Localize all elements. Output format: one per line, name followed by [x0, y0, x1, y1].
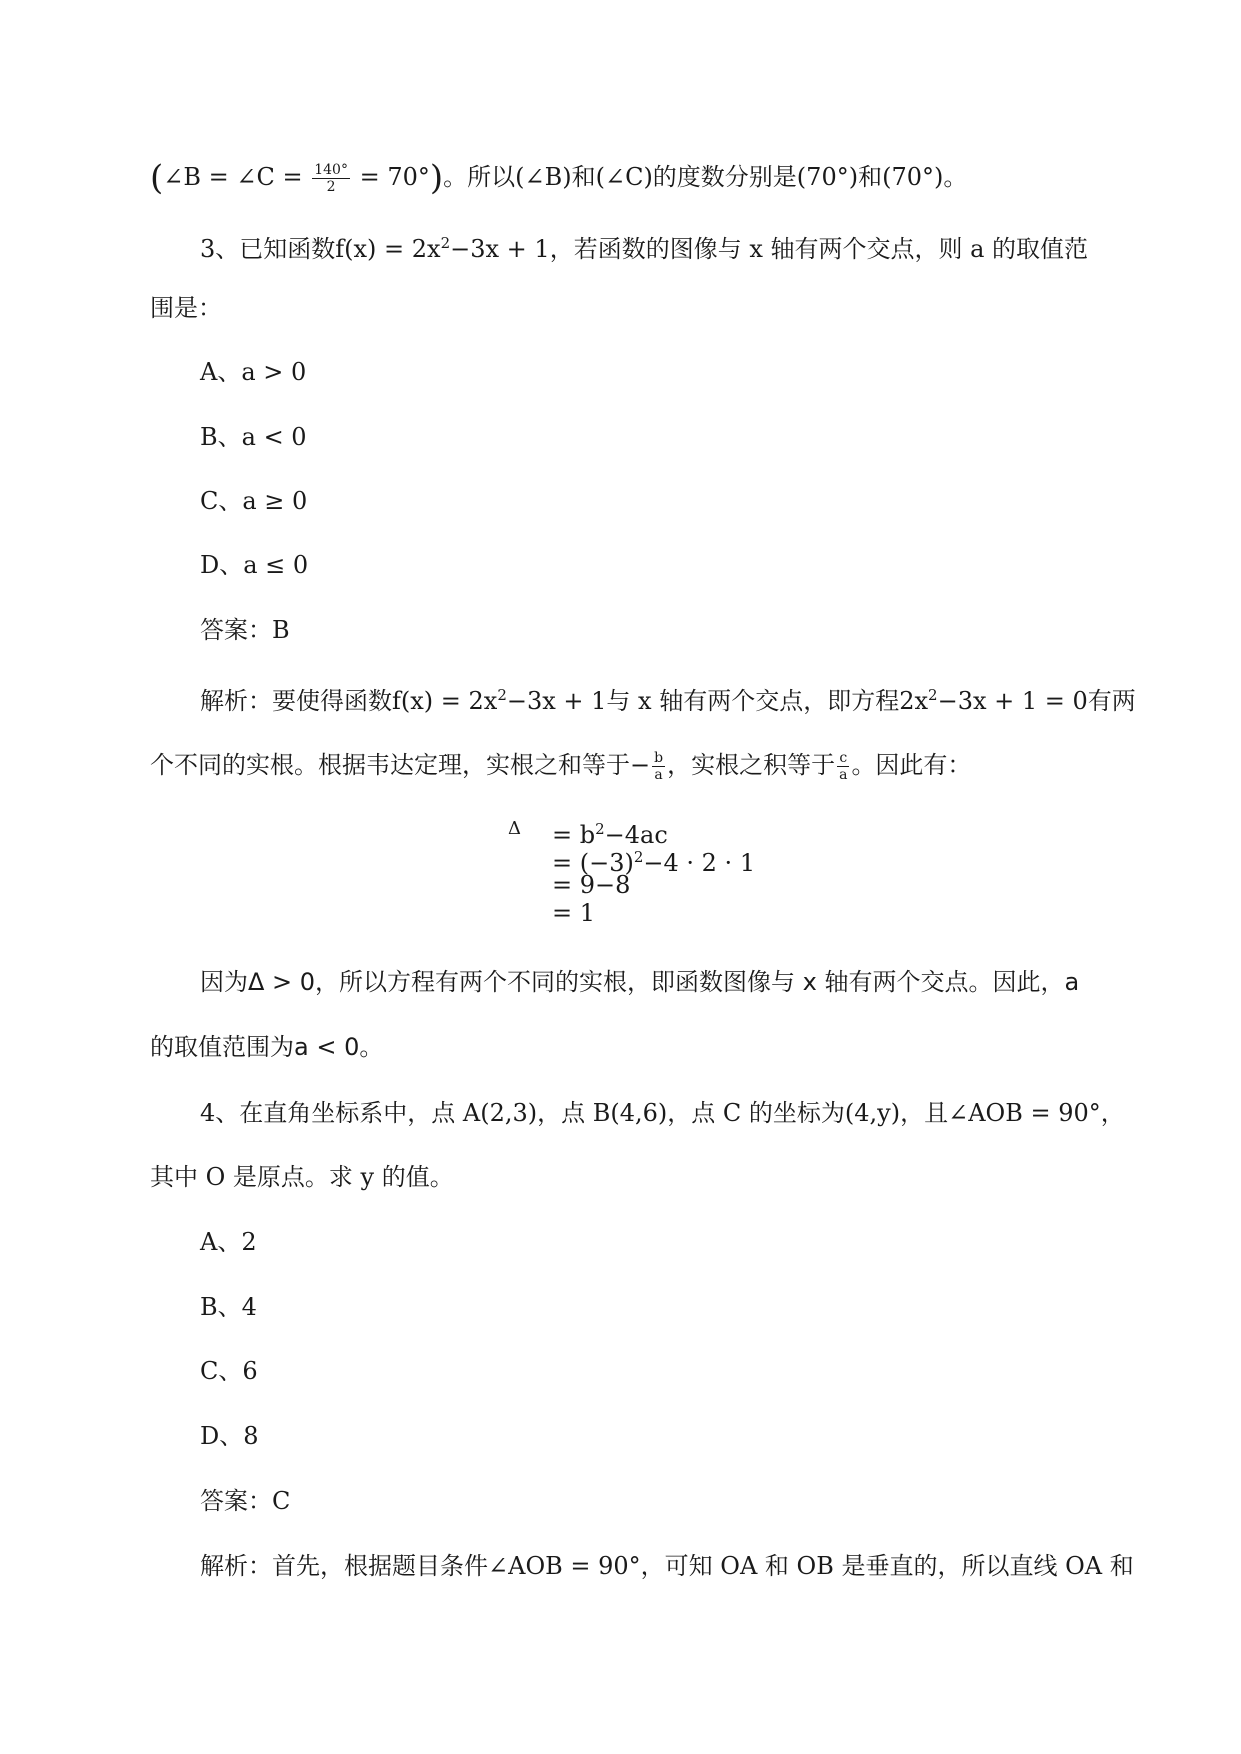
q3-analysis-part: −3x + 1 = 0有两: [937, 687, 1136, 715]
q3-analysis-part: 。因此有：: [851, 751, 972, 779]
q3-option-b: B、a < 0: [200, 423, 307, 451]
q4-option-a: A、2: [200, 1228, 257, 1256]
angle-summary: 。所以(∠B)和(∠C)的度数分别是(70°)和(70°)。: [443, 163, 968, 191]
delta-row-part: −4ac: [604, 821, 668, 849]
q3-analysis-part: −3x + 1与 x 轴有两个交点，即方程2x: [506, 687, 929, 715]
delta-row-part: −4 · 2 · 1: [643, 849, 756, 877]
q3-option-c: C、a ≥ 0: [200, 487, 308, 515]
q4-option-c: C、6: [200, 1357, 258, 1385]
fraction-c-over-a: [837, 750, 849, 783]
q3-stem-part: 3、已知函数f(x) = 2x: [200, 235, 441, 263]
line-angle-result: [150, 158, 1241, 198]
fraction-140-over-2: [312, 162, 350, 195]
frac-numerator: b: [654, 750, 664, 766]
delta-row-part: = b: [552, 821, 596, 849]
q3-analysis: [200, 678, 1241, 718]
delta-row-sup: 2: [633, 848, 644, 866]
frac-denominator: a: [839, 767, 848, 783]
delta-row-3: = 9−8: [552, 871, 631, 899]
q3-stem-cont: 围是：: [150, 294, 222, 322]
q3-analysis-sup: 2: [928, 686, 938, 704]
q3-option-a: A、a > 0: [200, 358, 307, 386]
frac-numerator: c: [837, 750, 849, 767]
q3-option-d: D、a ≤ 0: [200, 551, 309, 579]
angle-c-eq: ∠C =: [236, 163, 311, 191]
q4-answer: 答案：C: [200, 1487, 291, 1515]
delta-row-sup: 2: [595, 820, 605, 838]
q3-analysis-sup: 2: [497, 686, 507, 704]
q3-conclusion: 因为Δ > 0，所以方程有两个不同的实根，即函数图像与 x 轴有两个交点。因此，a: [200, 968, 1080, 996]
q3-stem-part: −3x + 1，若函数的图像与 x 轴有两个交点，则 a 的取值范: [450, 235, 1089, 263]
frac-numerator: 140°: [314, 162, 348, 178]
q3-analysis-part: ，实根之积等于: [667, 751, 836, 779]
q3-stem-sup: 2: [440, 234, 451, 252]
q3-analysis-cont: [150, 748, 1241, 783]
delta-row-4: = 1: [552, 899, 596, 927]
angle-result: = 70°: [351, 163, 430, 191]
frac-denominator: a: [654, 767, 663, 783]
q3-stem: [200, 226, 1241, 266]
q4-option-b: B、4: [200, 1293, 257, 1321]
q4-stem-cont: 其中 O 是原点。求 y 的值。: [150, 1163, 454, 1191]
angle-b-eq: ∠B =: [163, 163, 237, 191]
q3-answer: 答案：B: [200, 616, 290, 644]
q3-analysis-part: 个不同的实根。根据韦达定理，实根之和等于−: [150, 751, 651, 779]
left-paren: (: [150, 158, 164, 198]
q4-analysis: 解析：首先，根据题目条件∠AOB = 90°，可知 OA 和 OB 是垂直的，所以直线 OA 和: [200, 1552, 1134, 1580]
frac-denominator: 2: [326, 179, 336, 195]
q4-option-d: D、8: [200, 1422, 259, 1450]
delta-symbol: Δ: [508, 818, 521, 839]
fraction-b-over-a: [652, 750, 665, 783]
q3-analysis-part: 解析：要使得函数f(x) = 2x: [200, 687, 498, 715]
q3-conclusion-cont: 的取值范围为a < 0。: [150, 1033, 384, 1061]
delta-row-part: = (−3): [552, 849, 634, 877]
right-paren: ): [429, 158, 444, 198]
q4-stem: 4、在直角坐标系中，点 A(2,3)，点 B(4,6)，点 C 的坐标为(4,y)，且∠AOB = 90°，: [200, 1099, 1125, 1127]
